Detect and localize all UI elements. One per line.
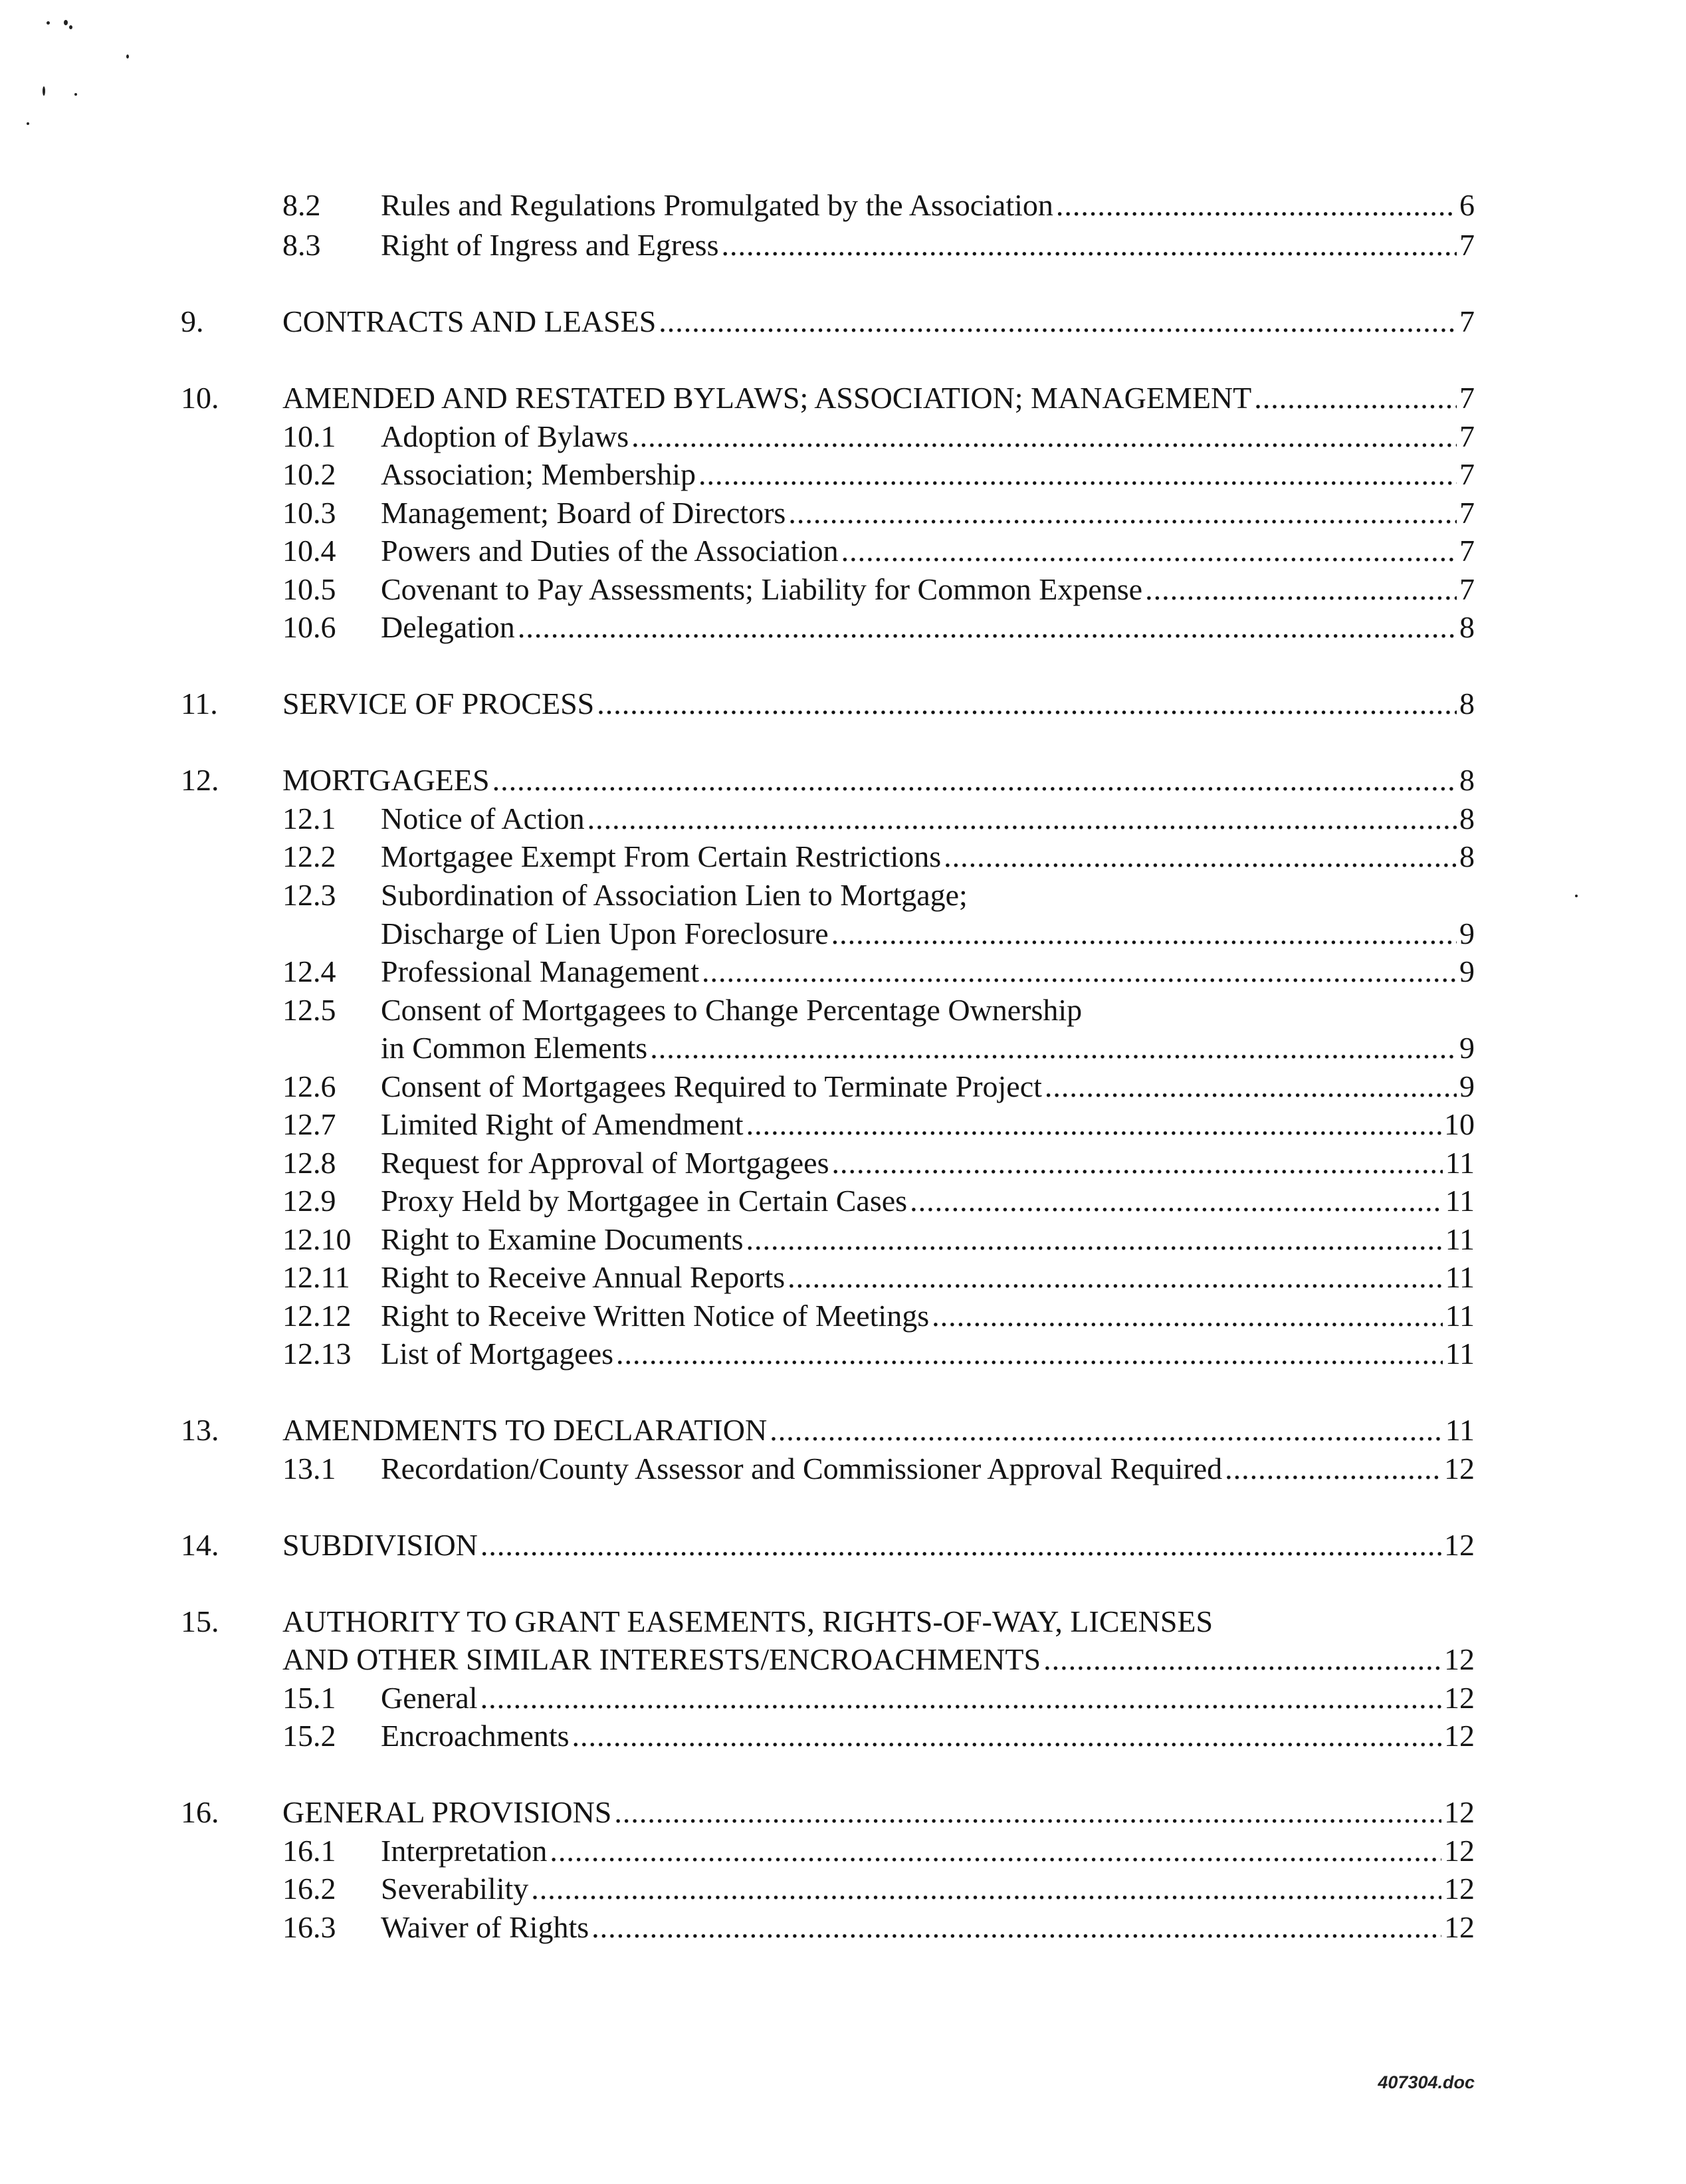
dot-leader	[650, 1029, 1457, 1067]
dot-leader	[572, 1717, 1441, 1755]
dot-leader	[831, 915, 1457, 953]
toc-entry	[0, 1335, 1686, 1373]
toc-entry-title-line	[381, 1067, 1475, 1106]
scan-speck	[27, 122, 29, 125]
dot-leader	[616, 1335, 1443, 1373]
toc-entry	[0, 800, 1686, 838]
toc-entry-title-line	[381, 494, 1475, 532]
toc-entry-number: 15.2	[282, 1719, 336, 1753]
toc-entry-title-line	[381, 1450, 1475, 1488]
toc-entry-number: 12.1	[282, 802, 336, 835]
toc-entry-number: 10.4	[282, 534, 336, 568]
toc-entry-page: 12	[1444, 1528, 1475, 1562]
toc-entry	[0, 685, 1686, 723]
toc-entry	[0, 1640, 1686, 1679]
toc-entry	[0, 1297, 1686, 1335]
toc-entry-title-line	[381, 1908, 1475, 1947]
toc-entry-title: Association; Membership	[381, 457, 696, 491]
dot-leader	[746, 1220, 1443, 1259]
dot-leader	[910, 1182, 1443, 1220]
toc-entry-title-line	[282, 379, 1475, 417]
toc-entry-number: 16.2	[282, 1872, 336, 1906]
dot-leader	[591, 1908, 1441, 1947]
toc-entry-title-line	[381, 1029, 1475, 1067]
toc-entry-title: AUTHORITY TO GRANT EASEMENTS, RIGHTS-OF-WAY, LICENSES	[282, 1604, 1213, 1638]
toc-entry	[0, 1526, 1686, 1565]
toc-entry	[0, 1679, 1686, 1717]
toc-entry-page: 12	[1444, 1834, 1475, 1868]
toc-entry	[0, 417, 1686, 456]
toc-entry-number: 13.1	[282, 1452, 336, 1485]
toc-entry-number: 14.	[181, 1528, 219, 1562]
dot-leader	[1056, 186, 1457, 225]
toc-entry-title: Right to Receive Written Notice of Meetings	[381, 1299, 930, 1333]
toc-entry-title: General	[381, 1681, 478, 1715]
toc-entry-page: 11	[1445, 1146, 1475, 1180]
toc-entry-number: 12.3	[282, 878, 336, 912]
toc-entry-title-line	[381, 455, 1475, 494]
dot-leader	[659, 302, 1457, 341]
toc-entry-title: Adoption of Bylaws	[381, 419, 629, 453]
toc-entry-number: 12.10	[282, 1222, 352, 1256]
dot-leader	[698, 455, 1457, 494]
toc-entry-title-line	[282, 1526, 1475, 1565]
toc-entry-title-line	[282, 1793, 1475, 1832]
toc-entry-number: 10.2	[282, 457, 336, 491]
toc-entry	[0, 379, 1686, 417]
toc-entry-page: 12	[1444, 1642, 1475, 1676]
toc-entry-title: SERVICE OF PROCESS	[282, 687, 595, 720]
toc-entry-page: 11	[1445, 1260, 1475, 1294]
toc-entry-title-line	[381, 1832, 1475, 1870]
toc-entry	[0, 1029, 1686, 1067]
toc-entry	[0, 1258, 1686, 1297]
toc-entry-page: 8	[1459, 610, 1475, 644]
toc-entry-number: 12.12	[282, 1299, 352, 1333]
toc-entry-title-line	[381, 800, 1475, 838]
toc-entry-title-line	[381, 1258, 1475, 1297]
dot-leader	[788, 494, 1457, 532]
toc-entry	[0, 952, 1686, 991]
dot-leader	[1043, 1640, 1441, 1679]
toc-entry-page: 11	[1445, 1299, 1475, 1333]
toc-entry-title: Proxy Held by Mortgagee in Certain Cases	[381, 1184, 908, 1218]
toc-entry-title-line	[282, 1640, 1475, 1679]
toc-entry	[0, 1411, 1686, 1450]
toc-entry-page: 11	[1445, 1184, 1475, 1218]
toc-entry-title: Rules and Regulations Promulgated by the Association	[381, 188, 1053, 222]
toc-entry-number: 16.1	[282, 1834, 336, 1868]
dot-leader	[531, 1870, 1441, 1908]
toc-entry-page: 7	[1459, 572, 1475, 606]
toc-entry-title: Recordation/County Assessor and Commissioner Approval Required	[381, 1452, 1223, 1485]
toc-entry-title: in Common Elements	[381, 1031, 648, 1065]
toc-entry-number: 8.3	[282, 228, 321, 262]
toc-entry-page: 7	[1459, 534, 1475, 568]
dot-leader	[1045, 1067, 1457, 1106]
toc-entry-page: 9	[1459, 954, 1475, 988]
toc-entry	[0, 186, 1686, 225]
toc-entry-title-line	[381, 226, 1475, 265]
toc-entry-number: 13.	[181, 1413, 219, 1447]
toc-entry-number: 12.13	[282, 1337, 352, 1370]
scan-speck	[74, 93, 77, 96]
toc-entry-title: Severability	[381, 1872, 529, 1906]
toc-entry	[0, 1144, 1686, 1182]
toc-entry-title: Consent of Mortgagees to Change Percentage Ownership	[381, 993, 1083, 1027]
toc-entry-number: 12.7	[282, 1107, 336, 1141]
toc-entry	[0, 302, 1686, 341]
toc-entry	[0, 1870, 1686, 1908]
dot-leader	[746, 1105, 1441, 1144]
toc-entry-page: 11	[1445, 1337, 1475, 1370]
toc-entry	[0, 1793, 1686, 1832]
toc-entry-title-line	[381, 1870, 1475, 1908]
toc-entry-page: 8	[1459, 802, 1475, 835]
toc-entry-page: 8	[1459, 839, 1475, 873]
toc-entry-title: Professional Management	[381, 954, 700, 988]
scan-speck	[69, 25, 72, 29]
dot-leader	[1225, 1450, 1441, 1488]
toc-entry-title: Notice of Action	[381, 802, 585, 835]
scan-speck	[43, 86, 45, 96]
toc-entry-number: 10.1	[282, 419, 336, 453]
toc-entry-page: 8	[1459, 687, 1475, 720]
toc-entry-page: 9	[1459, 1031, 1475, 1065]
toc-entry	[0, 915, 1686, 953]
dot-leader	[480, 1679, 1441, 1717]
toc-entry	[0, 991, 1686, 1030]
dot-leader	[587, 800, 1457, 838]
toc-entry-title: Subordination of Association Lien to Mortgage;	[381, 878, 968, 912]
toc-entry	[0, 1182, 1686, 1220]
toc-entry	[0, 1717, 1686, 1755]
toc-entry-title: AMENDED AND RESTATED BYLAWS; ASSOCIATION; MANAGEMENT	[282, 381, 1252, 415]
toc-entry-title-line	[381, 1182, 1475, 1220]
toc-entry-title-line	[381, 608, 1475, 647]
dot-leader	[518, 608, 1457, 647]
toc-entry-title-line	[381, 186, 1475, 225]
toc-entry	[0, 837, 1686, 876]
dot-leader	[550, 1832, 1441, 1870]
toc-entry-title-line	[282, 685, 1475, 723]
dot-leader	[480, 1526, 1441, 1565]
toc-entry-page: 11	[1445, 1413, 1475, 1447]
toc-entry-title: Right of Ingress and Egress	[381, 228, 719, 262]
toc-entry-title-line	[381, 1297, 1475, 1335]
toc-entry	[0, 455, 1686, 494]
toc-entry	[0, 1067, 1686, 1106]
dot-leader	[770, 1411, 1443, 1450]
toc-entry-title: Powers and Duties of the Association	[381, 534, 839, 568]
dot-leader	[944, 837, 1457, 876]
dot-leader	[614, 1793, 1441, 1832]
scan-speck	[64, 20, 68, 25]
dot-leader	[841, 532, 1457, 570]
toc-entry-number: 10.	[181, 381, 219, 415]
toc-entry	[0, 876, 1686, 915]
toc-entry-title-line	[381, 1220, 1475, 1259]
toc-entry-page: 7	[1459, 496, 1475, 530]
toc-entry-title-line	[381, 876, 1475, 915]
toc-entry-title-line	[381, 991, 1475, 1030]
toc-entry-title: AND OTHER SIMILAR INTERESTS/ENCROACHMENTS	[282, 1642, 1041, 1676]
toc-entry-page: 12	[1444, 1681, 1475, 1715]
dot-leader	[932, 1297, 1443, 1335]
dot-leader	[1145, 570, 1457, 609]
toc-entry-title-line	[282, 302, 1475, 341]
toc-entry-number: 10.3	[282, 496, 336, 530]
dot-leader	[492, 761, 1457, 800]
toc-entry-title: Limited Right of Amendment	[381, 1107, 744, 1141]
toc-entry-number: 9.	[181, 304, 204, 338]
toc-entry-title-line	[381, 1679, 1475, 1717]
toc-entry-page: 12	[1444, 1719, 1475, 1753]
toc-entry-number: 15.	[181, 1604, 219, 1638]
toc-entry	[0, 1832, 1686, 1870]
document-filename: 407304.doc	[1378, 2072, 1475, 2092]
toc-entry-title: Mortgagee Exempt From Certain Restrictions	[381, 839, 942, 873]
toc-entry-title-line	[381, 417, 1475, 456]
toc-entry-page: 11	[1445, 1222, 1475, 1256]
toc-entry-number: 11.	[181, 687, 218, 720]
toc-entry	[0, 1602, 1686, 1641]
toc-entry-number: 16.3	[282, 1910, 336, 1944]
toc-entry-page: 10	[1444, 1107, 1475, 1141]
toc-entry	[0, 761, 1686, 800]
toc-entry-page: 9	[1459, 917, 1475, 950]
toc-entry-number: 15.1	[282, 1681, 336, 1715]
toc-entry-page: 12	[1444, 1452, 1475, 1485]
toc-entry	[0, 1908, 1686, 1947]
toc-entry-title-line	[381, 1105, 1475, 1144]
toc-entry-number: 12.4	[282, 954, 336, 988]
dot-leader	[832, 1144, 1443, 1182]
toc-entry-number: 10.5	[282, 572, 336, 606]
toc-entry-number: 12.11	[282, 1260, 350, 1294]
toc-entry-number: 12.2	[282, 839, 336, 873]
toc-entry-number: 12.6	[282, 1069, 336, 1103]
toc-entry-title: AMENDMENTS TO DECLARATION	[282, 1413, 768, 1447]
toc-entry-page: 12	[1444, 1910, 1475, 1944]
toc-entry-title: Management; Board of Directors	[381, 496, 786, 530]
toc-entry	[0, 226, 1686, 265]
toc-entry-title: Waiver of Rights	[381, 1910, 589, 1944]
dot-leader	[721, 226, 1457, 265]
toc-entry-title-line	[381, 1144, 1475, 1182]
toc-entry-page: 12	[1444, 1872, 1475, 1906]
scan-speck	[47, 21, 50, 25]
toc-entry-number: 12.8	[282, 1146, 336, 1180]
toc-entry-title: SUBDIVISION	[282, 1528, 478, 1562]
toc-entry-title: Request for Approval of Mortgagees	[381, 1146, 829, 1180]
toc-entry-title-line	[282, 761, 1475, 800]
toc-entry-title: Encroachments	[381, 1719, 570, 1753]
toc-entry-title: MORTGAGEES	[282, 763, 490, 797]
scan-speck	[126, 55, 129, 58]
toc-entry-page: 6	[1459, 188, 1475, 222]
toc-entry-title: Covenant to Pay Assessments; Liability for Common Expense	[381, 572, 1143, 606]
toc-entry-title: Interpretation	[381, 1834, 548, 1868]
toc-entry-number: 12.	[181, 763, 219, 797]
toc-entry-page: 8	[1459, 763, 1475, 797]
toc-entry	[0, 570, 1686, 609]
toc-entry	[0, 1450, 1686, 1488]
toc-entry-page: 7	[1459, 381, 1475, 415]
toc-entry-title-line	[381, 532, 1475, 570]
toc-entry	[0, 532, 1686, 570]
toc-entry-title: CONTRACTS AND LEASES	[282, 304, 657, 338]
toc-entry	[0, 608, 1686, 647]
toc-entry	[0, 494, 1686, 532]
toc-entry	[0, 1105, 1686, 1144]
toc-entry-page: 7	[1459, 228, 1475, 262]
toc-entry-number: 16.	[181, 1795, 219, 1829]
toc-entry-page: 7	[1459, 419, 1475, 453]
toc-entry	[0, 1220, 1686, 1259]
toc-entry-number: 10.6	[282, 610, 336, 644]
dot-leader	[597, 685, 1457, 723]
dot-leader	[788, 1258, 1443, 1297]
toc-entry-number: 12.5	[282, 993, 336, 1027]
toc-entry-title: GENERAL PROVISIONS	[282, 1795, 612, 1829]
toc-entry-page: 9	[1459, 1069, 1475, 1103]
dot-leader	[631, 417, 1457, 456]
toc-entry-title-line	[381, 1335, 1475, 1373]
toc-entry-title: Delegation	[381, 610, 515, 644]
toc-entry-title-line	[381, 915, 1475, 953]
dot-leader	[702, 952, 1457, 991]
toc-entry-title: List of Mortgagees	[381, 1337, 614, 1370]
toc-entry-page: 7	[1459, 457, 1475, 491]
toc-entry-title: Right to Receive Annual Reports	[381, 1260, 786, 1294]
toc-entry-title: Discharge of Lien Upon Foreclosure	[381, 917, 829, 950]
toc-entry-number: 8.2	[282, 188, 321, 222]
toc-entry-title-line	[282, 1411, 1475, 1450]
toc-entry-title-line	[381, 1717, 1475, 1755]
toc-entry-title-line	[282, 1602, 1475, 1641]
toc-entry-title: Right to Examine Documents	[381, 1222, 744, 1256]
toc-entry-title-line	[381, 837, 1475, 876]
toc-entry-title-line	[381, 952, 1475, 991]
toc-entry-page: 7	[1459, 304, 1475, 338]
dot-leader	[1254, 379, 1457, 417]
toc-entry-page: 12	[1444, 1795, 1475, 1829]
toc-entry-title-line	[381, 570, 1475, 609]
toc-entry-title: Consent of Mortgagees Required to Terminate Project	[381, 1069, 1042, 1103]
toc-entry-number: 12.9	[282, 1184, 336, 1218]
